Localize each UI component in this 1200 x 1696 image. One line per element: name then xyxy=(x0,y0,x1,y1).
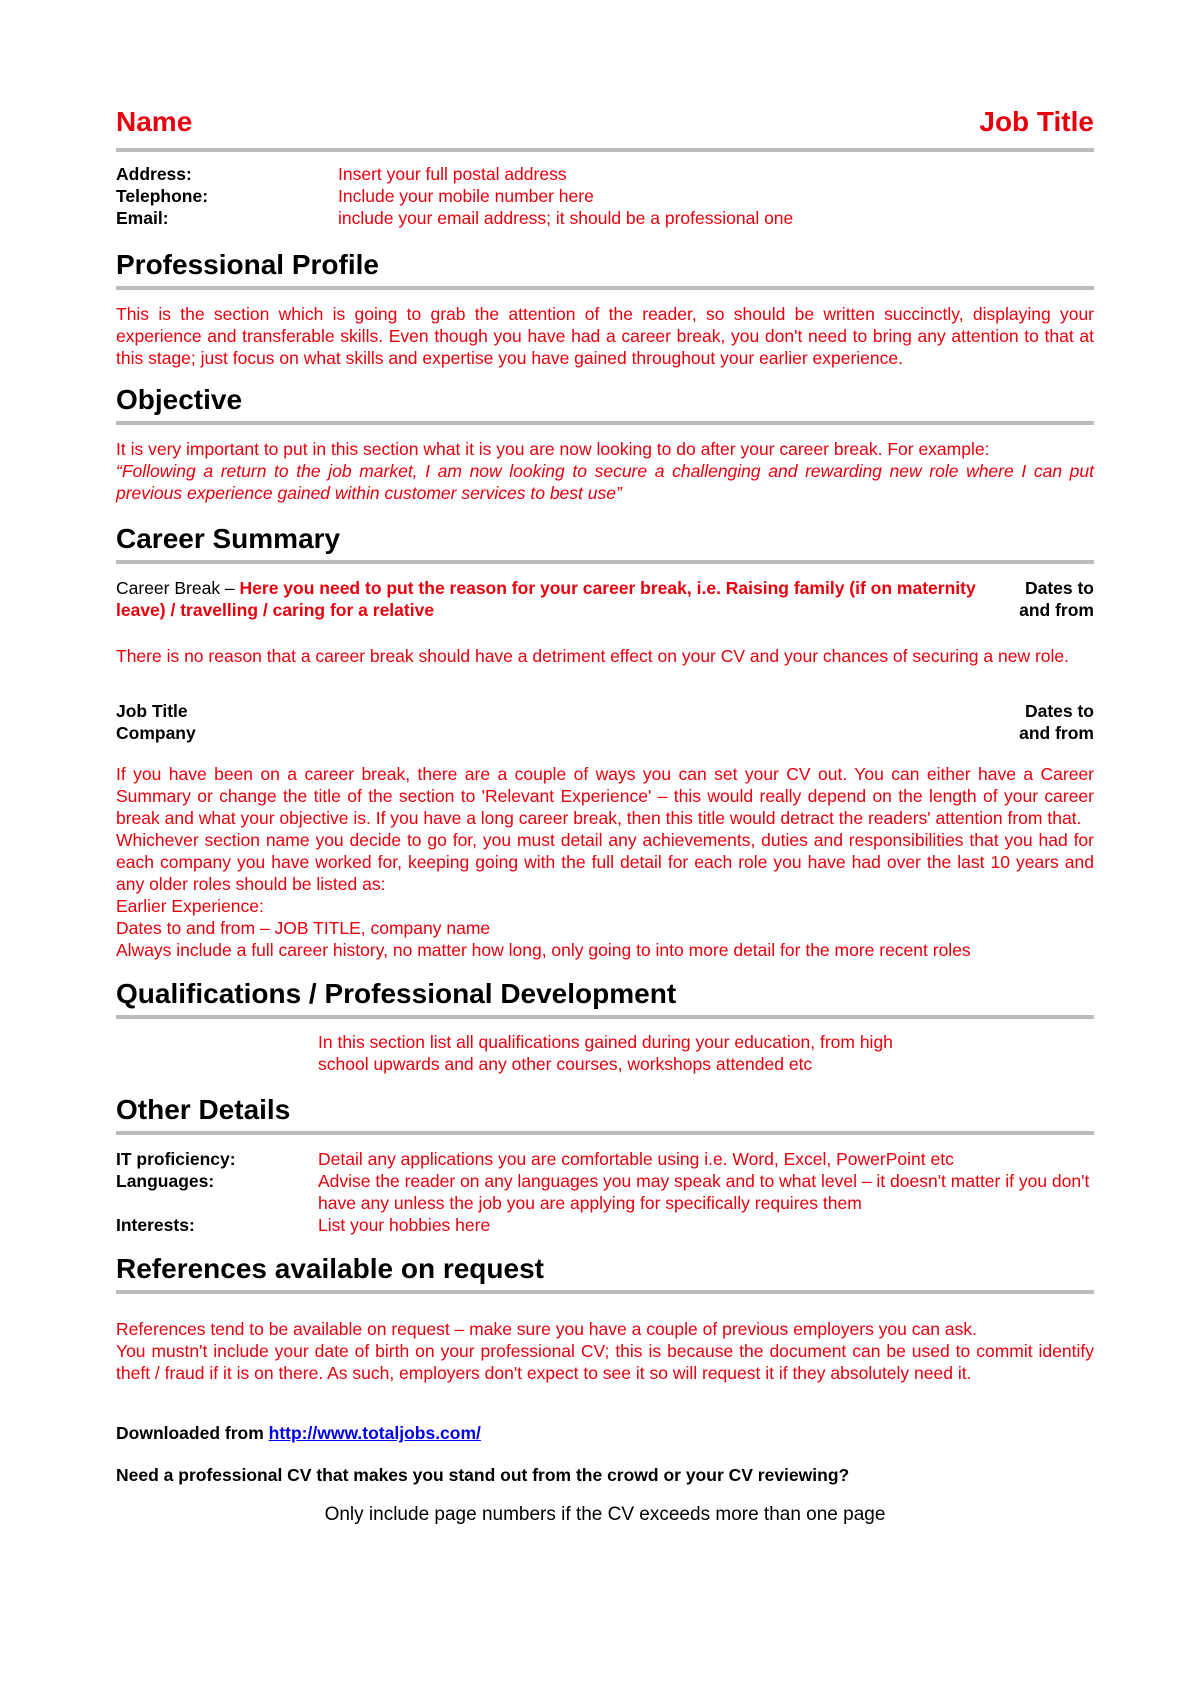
company-label: Company xyxy=(116,723,196,743)
section-heading-objective: Objective xyxy=(116,384,243,415)
section-heading-qualifications: Qualifications / Professional Development xyxy=(116,978,677,1009)
dates-line: and from xyxy=(1019,723,1094,743)
divider xyxy=(116,560,1094,564)
job-dates xyxy=(1019,700,1094,744)
cv-page xyxy=(116,100,1094,1526)
contact-block xyxy=(116,163,1094,229)
job-text: If you have been on a career break, there are a couple of ways you can set your CV out. You can either have a Career Summary or change the title of the section to 'Relevant Experience' – this would really depend on the length of your career break and what your objective is. If you have a long career break, then this title would detract the readers' attention from that. xyxy=(116,764,1094,828)
telephone-value: Include your mobile number here xyxy=(338,186,594,206)
career-break-entry xyxy=(116,577,1094,621)
totaljobs-link[interactable]: http://www.totaljobs.com/ xyxy=(268,1423,481,1443)
job-title-label: Job Title xyxy=(116,701,188,721)
divider xyxy=(116,286,1094,290)
languages-value: Advise the reader on any languages you may speak and to what level – it doesn't matter if you don't have any unless the job you are applying for specifically requires them xyxy=(318,1171,1090,1213)
job-text: Dates to and from – JOB TITLE, company name xyxy=(116,918,491,938)
career-break-dates xyxy=(1019,577,1094,621)
objective-example: “Following a return to the job market, I am now looking to secure a challenging and rewarding new role where I can put previous experience gained within customer services to best use” xyxy=(116,461,1094,503)
name-heading: Name xyxy=(116,106,193,137)
dates-line: and from xyxy=(1019,600,1094,620)
divider xyxy=(116,1015,1094,1019)
divider xyxy=(116,148,1094,152)
references-line: You mustn't include your date of birth on your professional CV; this is because the document can be used to commit identify theft / fraud if it is on there. As such, employers don't expect to see it so will request it if they absolutely need it. xyxy=(116,1341,1094,1383)
cv-header xyxy=(116,100,1094,138)
telephone-label: Telephone: xyxy=(116,186,209,206)
page-number-note: Only include page numbers if the CV exceeds more than one page xyxy=(324,1504,886,1525)
email-label: Email: xyxy=(116,208,169,228)
address-value: Insert your full postal address xyxy=(338,164,567,184)
job-text: Earlier Experience: xyxy=(116,896,264,916)
career-break-label: Career Break – xyxy=(116,578,240,598)
objective-intro: It is very important to put in this section what it is you are now looking to do after your career break. For example: xyxy=(116,439,990,459)
section-heading-references: References available on request xyxy=(116,1253,544,1284)
references-text xyxy=(116,1318,1094,1384)
languages-label: Languages: xyxy=(116,1171,215,1191)
job-text: Always include a full career history, no matter how long, only going to into more detail for the more recent roles xyxy=(116,940,971,960)
job-entry xyxy=(116,700,1094,744)
profile-text: This is the section which is going to grab the attention of the reader, so should be written succinctly, displaying your experience and transferable skills. Even though you have had a career break, you don't need to bring any attention to that at this stage; just focus on what skills and expertise you have gained throughout your earlier experience. xyxy=(116,304,1094,368)
downloaded-from xyxy=(116,1422,1094,1444)
qualifications-text: In this section list all qualifications gained during your education, from high school upwards and any other courses, workshops attended etc xyxy=(318,1032,893,1074)
references-line: References tend to be available on request – make sure you have a couple of previous employers you can ask. xyxy=(116,1319,977,1339)
job-description xyxy=(116,763,1094,961)
it-label: IT proficiency: xyxy=(116,1149,236,1169)
job-text: Whichever section name you decide to go for, you must detail any achievements, duties and responsibilities that you had for each company you have worked for, keeping going with the full detail for each role you have had over the last 10 years and any older roles should be listed as: xyxy=(116,830,1094,894)
interests-value: List your hobbies here xyxy=(318,1215,491,1235)
section-heading-profile: Professional Profile xyxy=(116,249,379,280)
divider xyxy=(116,421,1094,425)
divider xyxy=(116,1290,1094,1294)
divider xyxy=(116,1131,1094,1135)
job-title-heading: Job Title xyxy=(979,106,1094,137)
promo-text: Need a professional CV that makes you stand out from the crowd or your CV reviewing? xyxy=(116,1465,850,1485)
dates-line: Dates to xyxy=(1024,578,1094,598)
objective-text xyxy=(116,438,1094,504)
other-details xyxy=(116,1148,1094,1236)
it-value: Detail any applications you are comfortable using i.e. Word, Excel, PowerPoint etc xyxy=(318,1149,954,1169)
address-label: Address: xyxy=(116,164,192,184)
section-heading-career: Career Summary xyxy=(116,523,341,554)
downloaded-label: Downloaded from xyxy=(116,1423,269,1443)
career-break-text: There is no reason that a career break should have a detriment effect on your CV and your chances of securing a new role. xyxy=(116,646,1069,666)
interests-label: Interests: xyxy=(116,1215,195,1235)
dates-line: Dates to xyxy=(1024,701,1094,721)
career-break-reason: Here you need to put the reason for your career break, i.e. Raising family (if on maternity leave) / travelling / caring for a relative xyxy=(116,578,976,620)
email-value: include your email address; it should be a professional one xyxy=(338,208,794,228)
section-heading-other: Other Details xyxy=(116,1094,291,1125)
